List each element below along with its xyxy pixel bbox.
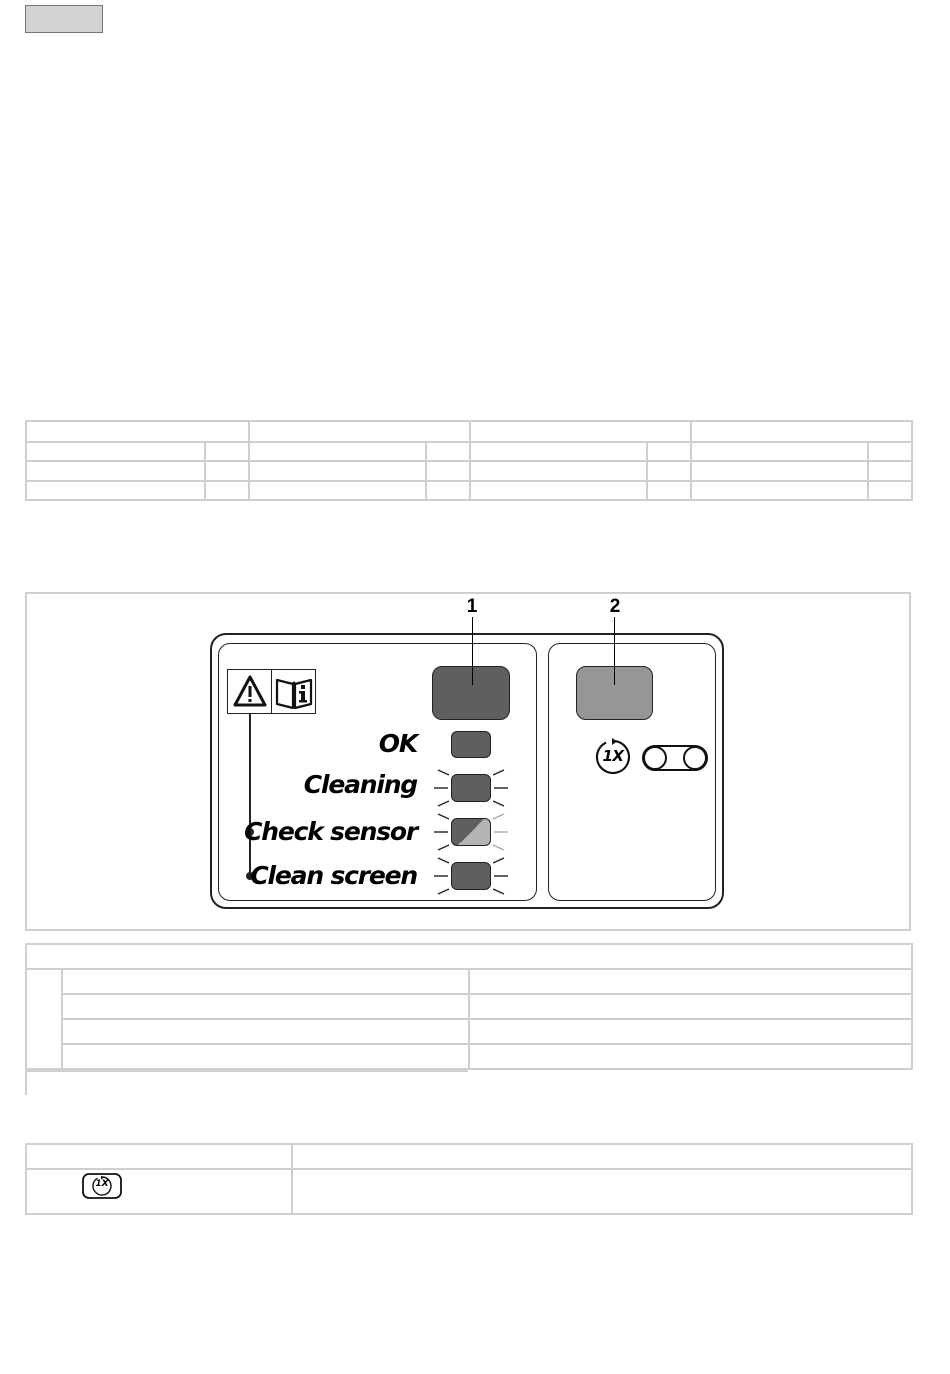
table-row (26, 1019, 912, 1044)
once-cycle-icon (594, 738, 632, 776)
symbol-table (25, 1143, 913, 1215)
callout-2-leader (614, 617, 615, 685)
table-row (26, 1044, 912, 1069)
section-tag (25, 5, 103, 33)
table-cell (691, 421, 912, 442)
table-cell (26, 1144, 292, 1169)
led-ok (451, 731, 491, 758)
callout-1: 1 (466, 596, 478, 617)
callout-1-leader (472, 617, 473, 685)
legend-table (25, 943, 913, 1070)
once-cycle-symbol-label: 1X (95, 1179, 109, 1189)
table-cell (249, 421, 470, 442)
button-1[interactable] (432, 666, 510, 720)
table-row (26, 442, 912, 461)
blink-rays (430, 764, 512, 900)
warning-icon (230, 672, 270, 712)
table-row (26, 994, 912, 1019)
table-cell (26, 421, 249, 442)
status-label-check-sensor: Check sensor (244, 817, 417, 846)
spec-table (25, 420, 913, 501)
table-cell (26, 944, 912, 969)
table-row (26, 461, 912, 481)
manual-info-icon (274, 672, 314, 712)
once-cycle-label: 1X (602, 747, 624, 765)
once-cycle-button-icon (82, 1173, 122, 1199)
table-cell (292, 1144, 912, 1169)
status-label-ok: OK (378, 729, 417, 758)
toggle-icon (640, 743, 710, 773)
table-row (26, 969, 912, 994)
table-cell (470, 421, 691, 442)
table-row (26, 1169, 912, 1214)
status-label-clean-screen: Clean screen (250, 861, 417, 890)
table-row (26, 481, 912, 500)
status-label-cleaning: Cleaning (303, 770, 417, 799)
callout-2: 2 (609, 596, 621, 617)
